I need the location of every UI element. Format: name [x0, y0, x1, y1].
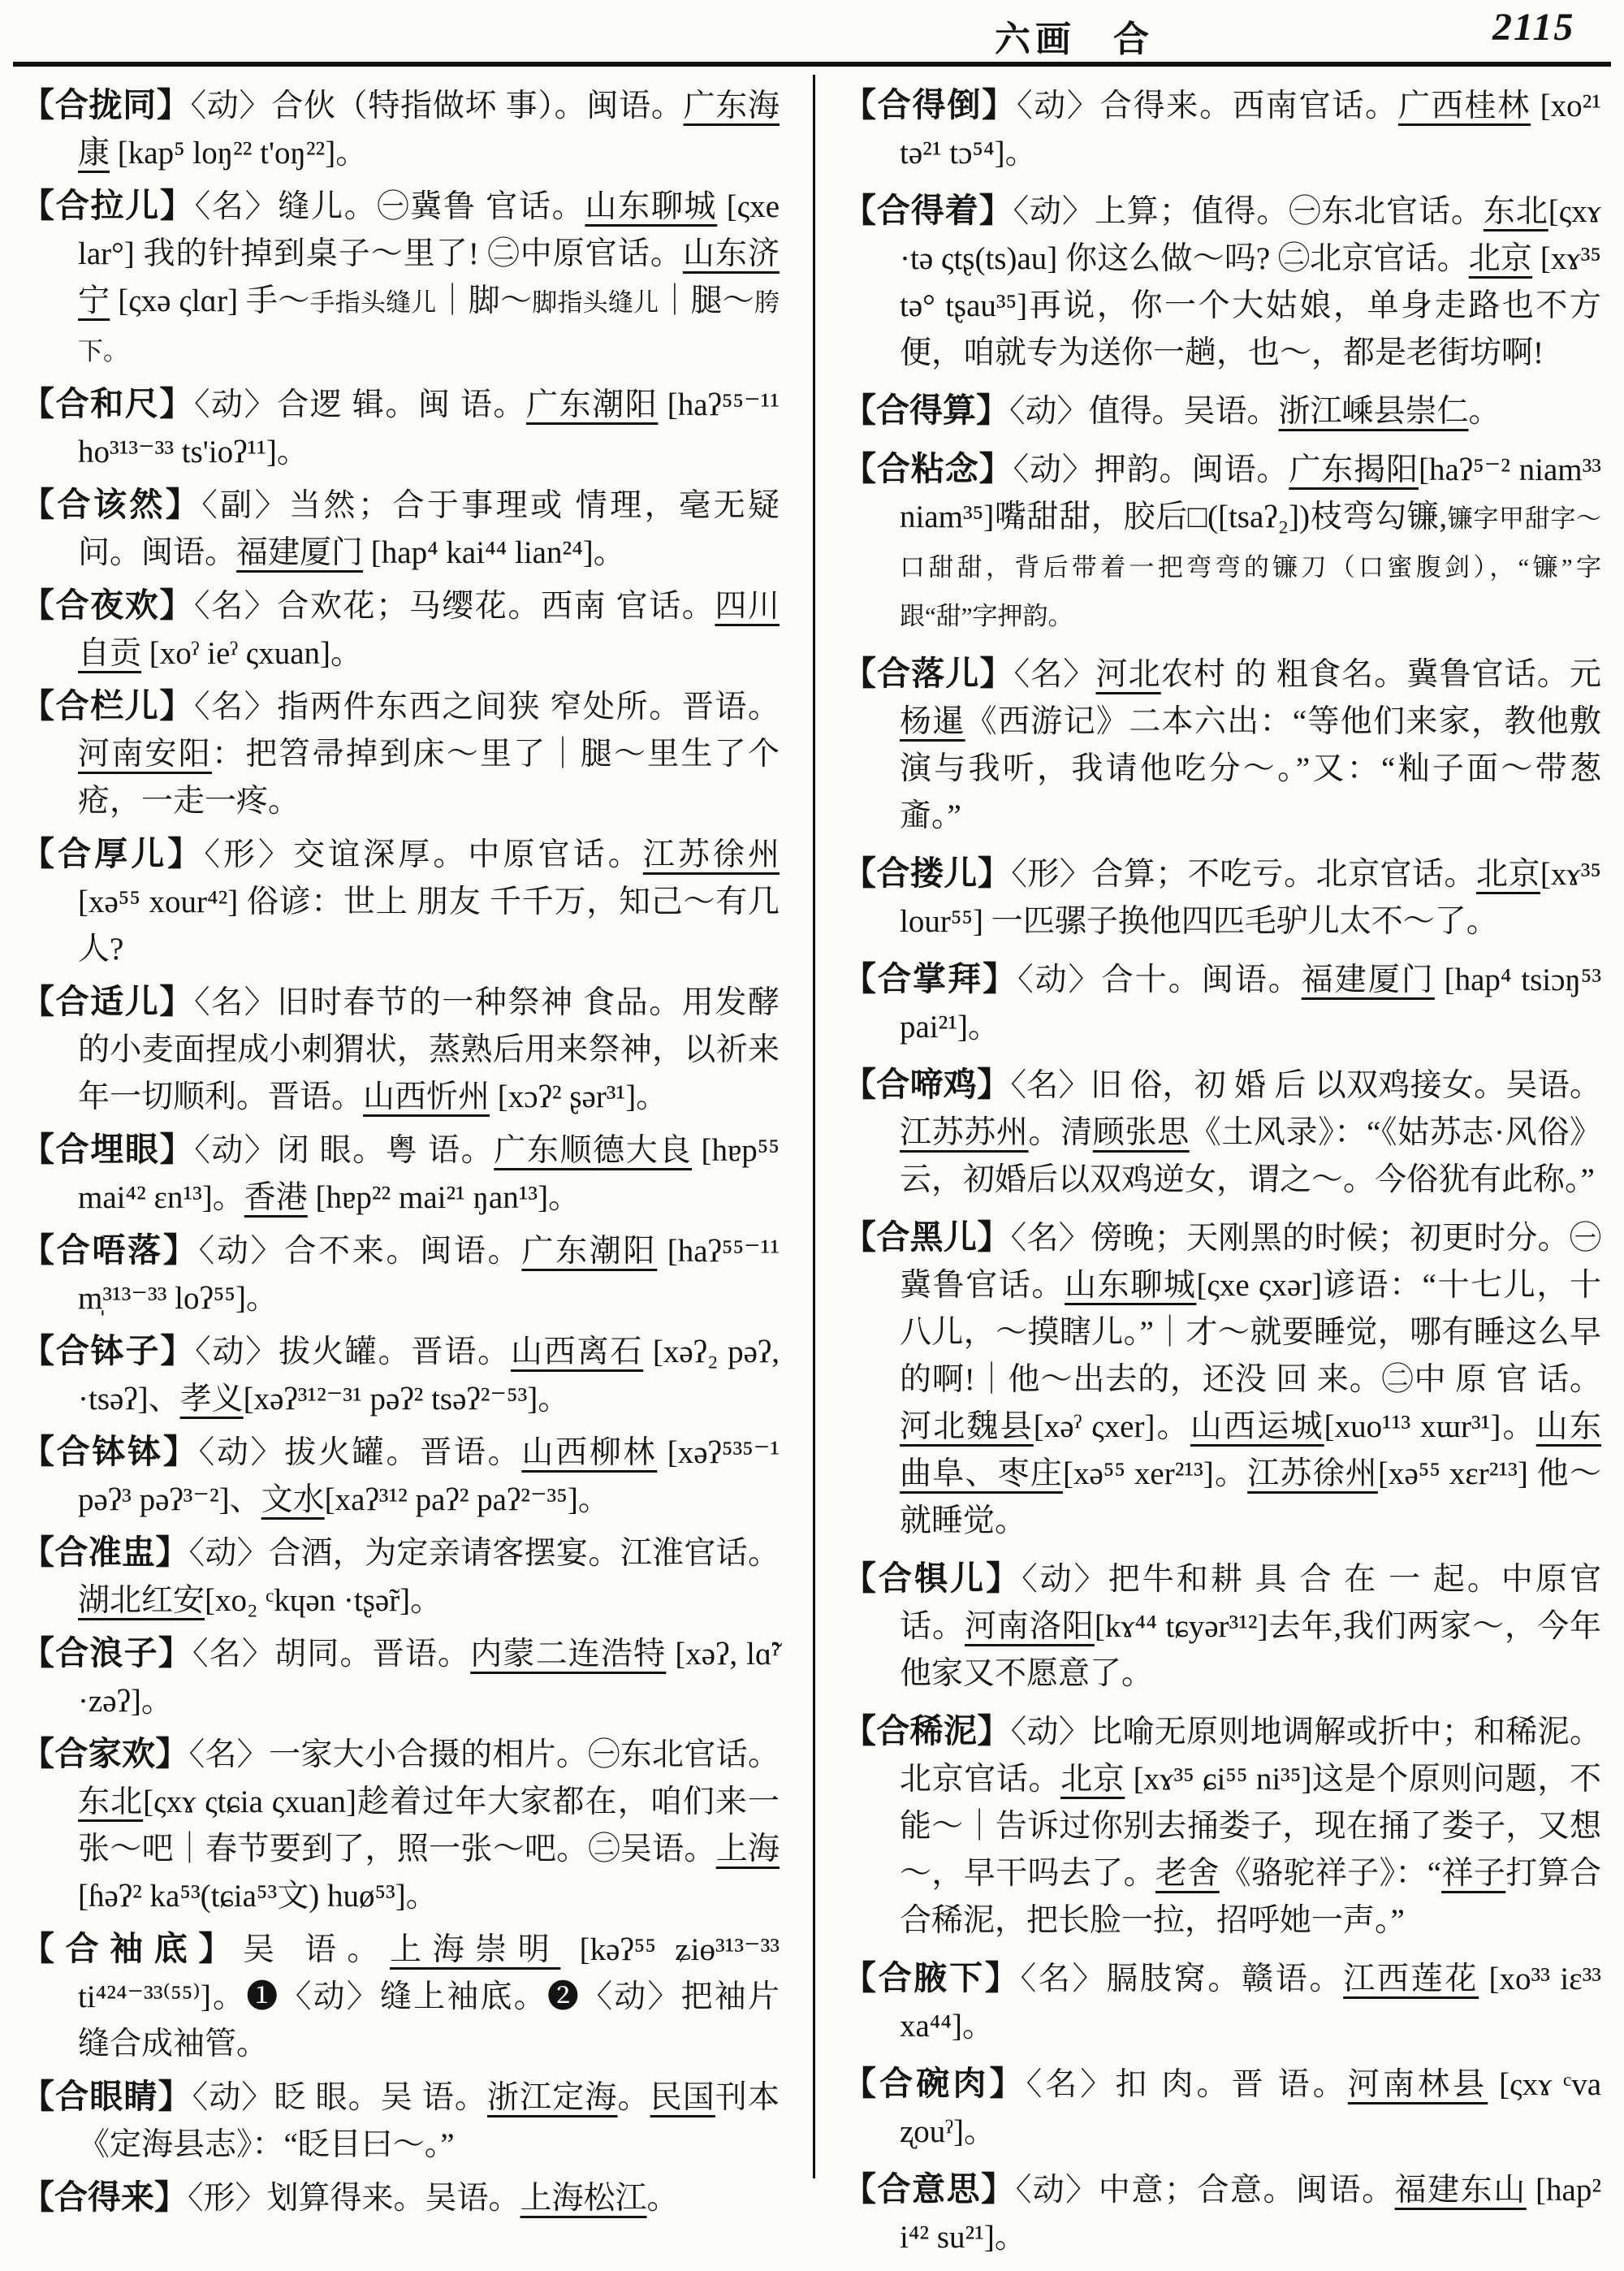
body-text: [xoˀ ieˀ ςxuan]。 [141, 636, 362, 671]
entry-headword: 【 合适儿 】 [21, 983, 194, 1020]
entry-headword: 【 合粘念 】 [843, 450, 1013, 487]
dictionary-entry [21, 830, 780, 973]
body-text: [xəˀ ςxer]。 [1033, 1409, 1190, 1444]
proper-name: 山西离石 [510, 1334, 644, 1369]
entry-headword: 【 合得算 】 [843, 391, 1009, 429]
body-text: [hap² i⁴² su²¹]。 [900, 2173, 1602, 2255]
entry-headword: 【 合黑儿 】 [843, 1218, 1011, 1256]
proper-name: 山东聊城 [585, 189, 718, 224]
body-text: 镰字甲甜字～ [1447, 504, 1601, 533]
dictionary-entry [21, 380, 780, 476]
entry-headword: 【 合眼睛 】 [21, 2078, 192, 2115]
body-text: [ςxe lar°] 我的针掉到桌子～里了! ㊁中原官话。 [78, 189, 780, 271]
entry-headword: 【 合啼鸡 】 [843, 1066, 1010, 1103]
dictionary-entry [21, 1529, 780, 1624]
body-text: 〈形〉合算；不吃亏。北京官话。 [1011, 857, 1476, 892]
entry-headword: 【 合该然 】 [21, 486, 201, 523]
body-text: 刊本《定海县志》：“眨目曰～。” [78, 2080, 780, 2162]
entry-headword: 【 合搂儿 】 [843, 854, 1011, 892]
entry-headword: 【 合和尺 】 [21, 385, 194, 422]
dictionary-entry [21, 1629, 780, 1725]
entry-headword: 【 合拉儿 】 [21, 187, 195, 224]
body-text: 〈动〉合伙（特指做坏 事）。闽语。 [190, 89, 684, 123]
body-text: 手指头缝儿 [309, 288, 437, 317]
dictionary-entry [21, 1925, 780, 2068]
dictionary-entry [21, 1730, 780, 1920]
dictionary-entry [21, 682, 780, 825]
proper-name: 河南安阳 [78, 737, 212, 772]
body-text: [xɔʔ² ʂər³¹]。 [490, 1079, 668, 1114]
body-text: 〈动〉中意；合意。闽语。 [1015, 2173, 1395, 2208]
dictionary-entry [843, 850, 1601, 945]
dictionary-entry [843, 1061, 1601, 1204]
body-text: 吴 语。 [242, 1932, 391, 1967]
dictionary-entry [21, 81, 780, 177]
left-column [21, 81, 780, 2227]
body-text: [kap⁵ loŋ²² t'oŋ²²]。 [110, 136, 368, 171]
body-text: 〈名〉缝儿。㊀冀鲁 官话。 [194, 189, 585, 224]
body-text: ｜脚～ [436, 283, 533, 318]
body-text: [xo²¹ tə²¹ tɔ⁵⁴]。 [900, 89, 1602, 171]
body-text: [xəʔ₂ pəʔ, ·tsəʔ]、 [78, 1334, 780, 1417]
body-text: [xəʔ, lɑ̃ˀ ·zəʔ]。 [78, 1637, 780, 1719]
body-text: [hɐp⁵⁵ mai⁴² ɛn¹³]。 [78, 1133, 780, 1215]
proper-name: 东北 [1483, 194, 1548, 229]
proper-name: 福建东山 [1394, 2173, 1527, 2208]
body-text: 〈名〉一家大小合摄的相片。㊀东北官话。 [188, 1737, 780, 1772]
body-text: [xuo¹¹³ xɯr³¹]。 [1324, 1409, 1536, 1444]
body-text: 〈形〉交谊深厚。中原官话。 [204, 837, 643, 872]
entry-body [1009, 394, 1501, 429]
entry-headword: 【 合碗肉 】 [843, 2065, 1026, 2102]
proper-name: 杨暹 [900, 704, 965, 739]
body-text: 《骆驼祥子》：“ [1219, 1856, 1442, 1891]
proper-name: 山西柳林 [521, 1435, 658, 1470]
body-text: 。 [617, 2080, 650, 2115]
proper-name: 广东海康 [78, 89, 780, 171]
entry-body [900, 1221, 1601, 1538]
proper-name: 山西运城 [1190, 1409, 1324, 1444]
dictionary-entry [843, 2165, 1601, 2261]
page-header [995, 10, 1154, 62]
proper-name: 顾张思 [1092, 1115, 1190, 1150]
proper-name: 北京 [1468, 241, 1533, 276]
proper-name: 广西桂林 [1397, 89, 1531, 123]
dictionary-entry [21, 1126, 780, 1222]
dictionary-entry [21, 978, 780, 1121]
proper-name: 北京 [1060, 1762, 1125, 1797]
dictionary-entry [843, 445, 1601, 640]
dictionary-entry [843, 1555, 1601, 1698]
proper-name: 浙江定海 [486, 2080, 618, 2115]
page-number: 2115 [1492, 6, 1575, 49]
entry-headword: 【 合意思 】 [843, 2170, 1016, 2208]
body-text: [haʔ⁵⁵⁻¹¹ ho³¹³⁻³³ ts'ioʔ¹¹]。 [78, 387, 780, 469]
body-text: 打算合合稀泥，把长脸一拉，招呼她一声。” [900, 1856, 1601, 1938]
body-text: [xaʔ³¹² paʔ² paʔ²⁻³⁵]。 [324, 1482, 610, 1517]
body-text: [haʔ⁵⁻² niam³³ niam³⁵]嘴甜甜，胶后□([tsaʔ₂])枝弯勾镰, [900, 452, 1601, 534]
proper-name: 广东潮阳 [526, 387, 659, 422]
dictionary-entry [843, 955, 1601, 1051]
body-text: 口甜甜，背后带着一把弯弯的镰刀（口蜜腹剑），“镰”字跟“甜”字押韵。 [900, 553, 1601, 630]
dictionary-entry [843, 187, 1601, 377]
body-text: ｜腿～ [659, 283, 754, 318]
proper-name: 内蒙二连浩特 [470, 1637, 667, 1672]
proper-name: 山东济宁 [78, 236, 780, 318]
dictionary-entry [21, 1428, 780, 1524]
proper-name: 河北 [1095, 657, 1161, 692]
body-text: [xə⁵⁵ xɛr²¹³] 他～就睡觉。 [900, 1456, 1601, 1538]
body-text: 〈名〉膈肢窝。赣语。 [1020, 1962, 1344, 1996]
proper-name: 河南洛阳 [964, 1609, 1095, 1644]
body-text: [ςxə ςlɑr] 手～ [110, 283, 310, 318]
entry-headword: 【 合浪子 】 [21, 1634, 192, 1672]
body-text: 。 [1468, 394, 1501, 429]
body-text: [xɤ³⁵ lour⁵⁵] 一匹骡子换他四匹毛驴儿太不～了。 [900, 857, 1602, 939]
body-text: 〈副〉当然；合于事理或 情理，毫无疑问。闽语。 [78, 488, 780, 570]
body-text: 〈动〉合十。闽语。 [1017, 962, 1302, 997]
dictionary-entry [843, 81, 1601, 177]
dictionary-entry [21, 582, 780, 677]
body-text: [xəʔ⁵³⁵⁻¹ pəʔ³ pəʔ³⁻²]、 [78, 1435, 780, 1517]
body-text: [ɦəʔ² ka⁵³(tɕia⁵³文) huø⁵³]。 [78, 1879, 438, 1914]
body-text: 〈动〉把牛和耕 具 合 在 一 起。中原官话。 [900, 1562, 1601, 1644]
body-text: ：把笤帚掉到床～里了｜腿～里生了个疮，一走一疼。 [78, 737, 780, 819]
entry-headword: 【 合准盅 】 [21, 1533, 189, 1571]
proper-name: 上海 [715, 1832, 780, 1867]
proper-name: 四川自贡 [78, 589, 780, 671]
proper-name: 孝义 [179, 1382, 244, 1417]
body-text: 。清 [1028, 1115, 1093, 1150]
body-text: [ςxɤ ᶜva ʐouˀ]。 [900, 2067, 1602, 2149]
entry-headword: 【 合得倒 】 [843, 86, 1017, 123]
proper-name: 福建厦门 [1301, 962, 1435, 997]
proper-name: 湖北红安 [78, 1583, 205, 1618]
section-label: 六画 [995, 19, 1076, 59]
body-text: 。 [646, 2181, 679, 2216]
proper-name: 山东曲阜、枣庄 [900, 1409, 1601, 1491]
dictionary-entry [843, 650, 1601, 840]
body-text: 〈名〉胡同。晋语。 [192, 1637, 471, 1672]
entry-headword: 【 合拢同 】 [21, 86, 191, 123]
entry-headword: 【 合厚儿 】 [21, 835, 204, 872]
dictionary-entry [21, 182, 780, 375]
body-text: 〈动〉合酒，为定亲请客摆宴。江淮官话。 [188, 1536, 780, 1571]
proper-name: 福建厦门 [236, 535, 364, 570]
proper-name: 浙江嵊县崇仁 [1278, 394, 1469, 429]
body-text: [hap⁴ kai⁴⁴ lian²⁴]。 [363, 535, 625, 570]
dictionary-entry [21, 2073, 780, 2169]
proper-name: 山东聊城 [1065, 1268, 1197, 1303]
body-text: 〈动〉眨 眼。吴 语。 [192, 2080, 487, 2115]
proper-name: 山西忻州 [363, 1079, 490, 1114]
body-text: 〈动〉合逻 辑。闽 语。 [193, 387, 527, 422]
entry-headword: 【 合埋眼 】 [21, 1131, 194, 1168]
body-text: [xo₂ ᶜkɥən ·tʂə̃r]。 [205, 1583, 443, 1618]
entry-headword: 【 合犋儿 】 [843, 1559, 1021, 1597]
body-text: [ςxe ςxər]谚语：“十七儿，十八儿，～摸瞎儿。”｜才～就要睡觉，哪有睡这么早的啊!｜他～出去的，还没 回 来。㊁中 原 官 话。 [900, 1268, 1601, 1397]
dictionary-entry [843, 1707, 1601, 1944]
entry-headword: 【 合落儿 】 [843, 655, 1014, 692]
body-text: [haʔ⁵⁵⁻¹¹ m̩³¹³⁻³³ loʔ⁵⁵]。 [78, 1234, 780, 1316]
body-text: 〈名〉 [1013, 657, 1096, 692]
body-text: 〈名〉傍晚；天刚黑的时候；初更时分。㊀冀鲁官话。 [900, 1221, 1601, 1303]
body-text: [xɤ³⁵ ɕi⁵⁵ ni³⁵]这是个原则问题，不能～｜告诉过你别去捅娄子，现在捅了娄子，又想～，早干吗去了。 [900, 1762, 1601, 1891]
dictionary-entry [21, 1327, 780, 1423]
body-text: 〈动〉拔火罐。晋语。 [198, 1435, 522, 1470]
proper-name: 广东揭阳 [1289, 452, 1419, 487]
proper-name: 东北 [78, 1784, 144, 1819]
entry-headword: 【 合唔落 】 [21, 1231, 199, 1269]
body-text: 胯下。 [78, 288, 780, 366]
proper-name: 江苏徐州 [642, 837, 780, 872]
body-text: 〈名〉旧时春节的一种祭神 食品。用发酵的小麦面捏成小刺猬状，蒸熟后用来祭神，以祈来年一切顺利。晋语。 [78, 985, 780, 1114]
proper-name: 广东潮阳 [521, 1234, 658, 1269]
proper-name: 河北魏县 [900, 1409, 1034, 1444]
entry-headword: 【 合钵子 】 [21, 1332, 195, 1369]
dictionary-entry [21, 2174, 780, 2222]
body-text: 脚指头缝儿 [532, 288, 659, 317]
entry-headword: 【 合稀泥 】 [843, 1712, 1011, 1750]
body-text: [xə⁵⁵ xer²¹³]。 [1062, 1456, 1248, 1491]
body-text: 〈名〉旧 俗，初 婚 后 以双鸡接女。吴语。 [1010, 1068, 1602, 1103]
body-text: 《土风录》：“《姑苏志·风俗》云，初婚后以双鸡逆女，谓之～。今俗犹有此称。” [900, 1115, 1601, 1197]
entry-headword: 【 合夜欢 】 [21, 586, 194, 624]
body-text: 〈动〉押韵。闽语。 [1013, 452, 1289, 487]
proper-name: 江苏苏州 [900, 1115, 1029, 1150]
radical-label: 合 [1113, 19, 1154, 59]
proper-name: 江西莲花 [1343, 1962, 1479, 1996]
body-text: 〈动〉值得。吴语。 [1009, 394, 1279, 429]
right-column [843, 81, 1601, 2271]
proper-name: 文水 [261, 1482, 325, 1517]
body-text: [xə⁵⁵ xour⁴²] 俗谚：世上 朋友 千千万，知己～有几人? [78, 885, 780, 967]
entry-headword: 【 合得来 】 [21, 2178, 188, 2216]
body-text: [xo³³ iɛ³³ xa⁴⁴]。 [900, 1962, 1601, 2044]
entry-headword: 【 合掌拜 】 [843, 960, 1017, 997]
body-text: 〈名〉指两件东西之间狭 窄处所。晋语。 [194, 690, 780, 725]
body-text: [hɐp²² mai²¹ ŋan¹³]。 [307, 1180, 581, 1215]
body-text: 〈动〉比喻无原则地调解或折中；和稀泥。北京官话。 [900, 1715, 1601, 1797]
body-text: 《西游记》二本六出：“等他们来家，教他敷演与我听，我请他吃分～。”又：“籼子面～带葱齑。” [900, 704, 1601, 833]
body-text: 〈动〉合得来。西南官话。 [1016, 89, 1398, 123]
proper-name: 广东顺德大良 [494, 1133, 693, 1168]
column-divider [813, 75, 815, 2178]
entry-body [188, 2181, 679, 2216]
entry-headword: 【 合家欢 】 [21, 1735, 189, 1772]
body-text: 〈名〉扣 肉。晋 语。 [1026, 2067, 1348, 2102]
entry-headword: 【 合腋下 】 [843, 1959, 1021, 1996]
proper-name: 老舍 [1155, 1856, 1220, 1891]
dictionary-entry [843, 1213, 1601, 1545]
body-text: 〈动〉合不来。闽语。 [198, 1234, 522, 1269]
body-text: 〈动〉拔火罐。晋语。 [195, 1334, 511, 1369]
dictionary-entry [843, 1954, 1601, 2050]
header-rule [13, 62, 1611, 67]
entry-headword: 【 合袖底 】 [21, 1930, 243, 1967]
proper-name: 北京 [1475, 857, 1540, 892]
proper-name: 上海崇明 [390, 1932, 561, 1967]
body-text: 农村 的 粗食名。冀鲁官话。元 [1160, 657, 1601, 692]
body-text: [hap⁴ tsiɔŋ⁵³ pai²¹]。 [900, 962, 1602, 1045]
body-text: 〈名〉合欢花；马缨花。西南 官话。 [194, 589, 715, 624]
body-text: [xɤ³⁵ tə° tʂau³⁵]再说，你一个大姑娘，单身走路也不方便，咱就专为送你一趟，也～，都是老街坊啊! [900, 241, 1601, 370]
dictionary-entry [843, 2060, 1601, 2156]
proper-name: 祥子 [1441, 1856, 1506, 1891]
dictionary-entry [21, 481, 780, 577]
body-text: [xəʔ³¹²⁻³¹ pəʔ² tsəʔ²⁻⁵³]。 [243, 1382, 570, 1417]
proper-name: 河南林县 [1347, 2067, 1488, 2102]
proper-name: 香港 [244, 1180, 308, 1215]
entry-headword: 【 合钵钵 】 [21, 1433, 199, 1470]
proper-name: 上海松江 [520, 2181, 647, 2216]
body-text: [kəʔ⁵⁵ ʑiɵ³¹³⁻³³ ti⁴²⁴⁻³³⁽⁵⁵⁾]。❶〈动〉缝上袖底。❷〈动〉把袖片 缝合成袖管。 [78, 1932, 780, 2061]
body-text: 〈动〉闭 眼。粤 语。 [194, 1133, 495, 1168]
body-text: 〈形〉划算得来。吴语。 [188, 2181, 520, 2216]
dictionary-entry [21, 1226, 780, 1322]
entry-headword: 【 合栏儿 】 [21, 687, 194, 725]
proper-name: 民国 [650, 2080, 715, 2115]
body-text: 〈动〉上算；值得。㊀东北官话。 [1013, 194, 1484, 229]
body-text: [ςxɤ ·tə ςtʂ(ts)au] 你这么做～吗? ㊁北京官话。 [900, 194, 1601, 276]
dictionary-entry [843, 387, 1601, 435]
entry-headword: 【 合得着 】 [843, 192, 1013, 229]
body-text: [ςxɤ ςtɕia ςxuan]趁着过年大家都在，咱们来一张～吧｜春节要到了，照一张～吧。㊁吴语。 [78, 1784, 780, 1867]
body-text: [kɤ⁴⁴ tɕyər³¹²]去年,我们两家～，今年他家又不愿意了。 [900, 1609, 1601, 1691]
proper-name: 江苏徐州 [1247, 1456, 1378, 1491]
